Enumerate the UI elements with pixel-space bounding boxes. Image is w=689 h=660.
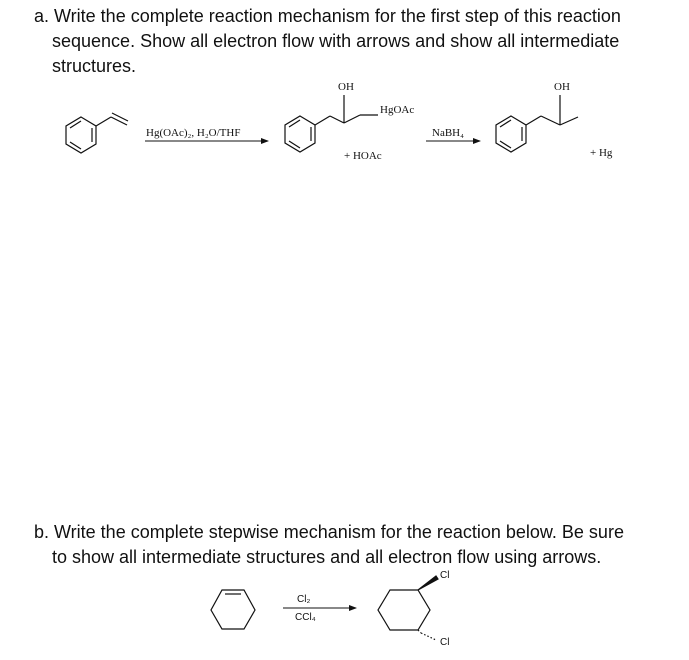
byproduct-hg-label: + Hg: [590, 147, 613, 159]
intermediate-oh-label: OH: [338, 81, 354, 93]
product-oh-label: OH: [554, 81, 570, 93]
question-a-line3: structures.: [52, 56, 137, 76]
question-a-line2: sequence. Show all electron flow with arrows and show all intermediate: [52, 31, 620, 51]
question-b-line1: b. Write the complete stepwise mechanism for the reaction below. Be sure: [34, 522, 624, 542]
reagent-1-label: Hg(OAc)₂, H₂O/THF: [146, 127, 241, 139]
byproduct-hoac-label: + HOAc: [344, 150, 382, 162]
intermediate-hgoac-label: HgOAc: [380, 104, 415, 116]
reagent-2-label: NaBH₄: [432, 127, 464, 139]
reagent-cl2-label: Cl₂: [297, 594, 311, 605]
alcohol-product: [496, 95, 578, 152]
question-b-line2: to show all intermediate structures and all electron flow using arrows.: [52, 547, 602, 567]
product-cl-top-label: Cl: [440, 570, 450, 581]
dichlorocyclohexane-product: [378, 576, 438, 640]
cyclohexene-structure: [211, 590, 255, 629]
styrene-structure: [66, 113, 128, 153]
reagent-ccl4-label: CCl₄: [295, 612, 316, 623]
product-cl-bottom-label: Cl: [440, 637, 450, 648]
question-a-line1: a. Write the complete reaction mechanism for the first step of this reaction: [34, 6, 621, 26]
organomercury-intermediate: [285, 95, 378, 152]
